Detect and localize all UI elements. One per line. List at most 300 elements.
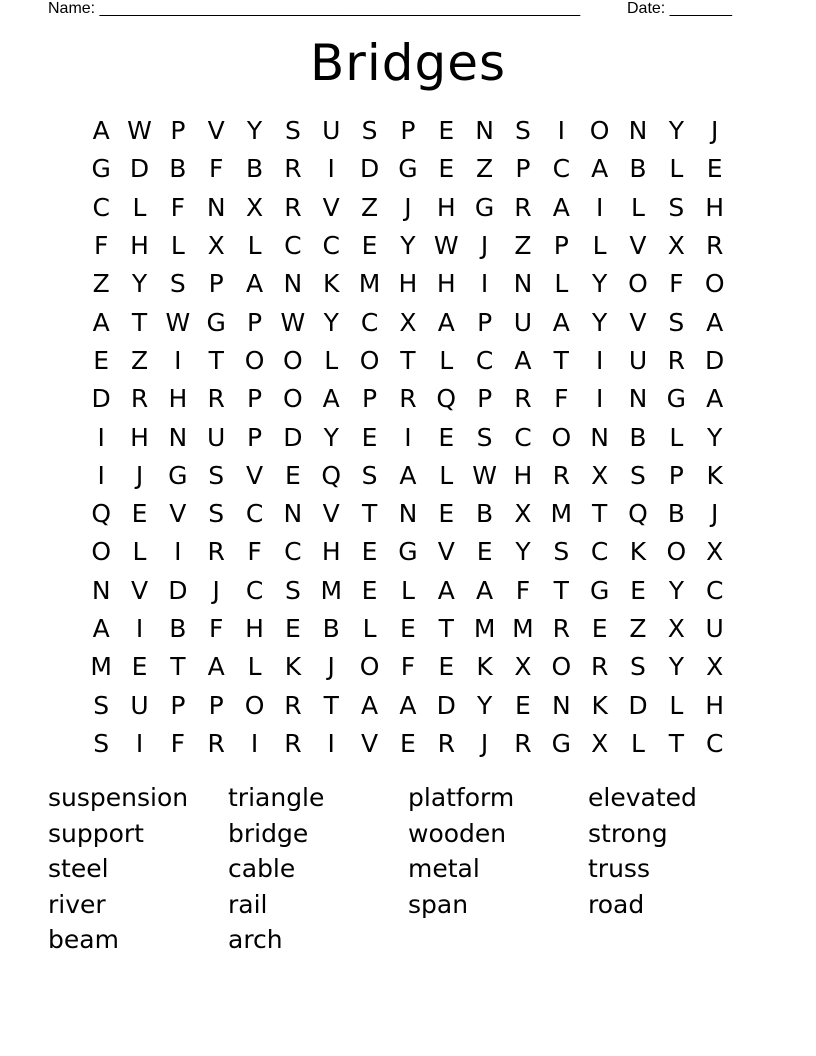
grid-letter: R (590, 652, 609, 682)
grid-letter: Z (361, 192, 379, 222)
grid-letter: H (321, 537, 341, 567)
grid-letter: F (554, 384, 569, 414)
grid-letter: H (168, 384, 188, 414)
grid-letter: C (514, 422, 532, 452)
grid-letter: K (323, 269, 340, 299)
grid-letter: P (170, 690, 186, 720)
grid-letter: S (361, 460, 378, 490)
grid-letter: G (91, 154, 111, 184)
grid-letter: P (553, 231, 569, 261)
grid-letter: F (247, 537, 262, 567)
grid-letter: J (404, 192, 412, 222)
grid-row (82, 648, 734, 686)
grid-letter: W (433, 231, 459, 261)
grid-letter: U (513, 307, 533, 337)
grid-letter: P (400, 116, 416, 146)
grid-letter: E (361, 231, 378, 261)
grid-letter: L (592, 231, 607, 261)
grid-letter: P (477, 384, 493, 414)
grid-letter: W (280, 307, 306, 337)
grid-letter: D (436, 690, 456, 720)
grid-letter: H (705, 690, 725, 720)
grid-letter: E (284, 460, 301, 490)
grid-letter: N (283, 499, 303, 529)
grid-letter: C (245, 575, 264, 605)
grid-letter: V (245, 460, 264, 490)
grid-row (82, 265, 734, 303)
grid-letter: K (706, 460, 723, 490)
word-list-item: metal (408, 854, 480, 883)
grid-letter: L (631, 728, 645, 758)
grid-letter: A (514, 345, 532, 375)
word-list-item: triangle (228, 783, 325, 812)
grid-letter: E (476, 537, 493, 567)
grid-letter: P (477, 307, 493, 337)
word-list-item: suspension (48, 783, 189, 812)
grid-letter: P (208, 690, 224, 720)
grid-letter: Z (514, 231, 532, 261)
grid-letter: B (667, 499, 685, 529)
grid-letter: X (399, 307, 417, 337)
grid-letter: A (361, 690, 379, 720)
grid-letter: X (591, 460, 609, 490)
grid-letter: A (92, 614, 110, 643)
grid-letter: R (667, 345, 686, 375)
grid-letter: U (207, 422, 226, 452)
grid-letter: A (437, 307, 455, 337)
grid-letter: S (284, 116, 301, 146)
grid-letter: Z (92, 269, 110, 299)
grid-letter: H (398, 269, 418, 299)
grid-letter: R (284, 154, 302, 184)
grid-letter: I (135, 728, 144, 758)
grid-letter: Y (707, 422, 723, 452)
grid-letter: F (93, 231, 109, 261)
grid-letter: F (515, 575, 531, 605)
grid-letter: R (284, 690, 302, 720)
word-list-item: beam (48, 925, 119, 954)
grid-letter: L (247, 231, 262, 261)
grid-letter: K (476, 652, 493, 682)
header (48, 0, 748, 20)
grid-letter: R (437, 728, 455, 758)
grid-letter: L (669, 154, 684, 184)
grid-letter: B (169, 614, 187, 643)
grid-letter: E (93, 345, 110, 375)
grid-letter: E (706, 154, 723, 184)
word-list-item: strong (588, 818, 668, 848)
word-list-item: road (588, 889, 645, 919)
grid-letter: K (629, 537, 647, 567)
grid-letter: T (170, 652, 186, 682)
grid-letter: C (284, 537, 302, 567)
grid-letter: T (438, 614, 454, 643)
grid-letter: D (168, 575, 188, 605)
grid-letter: O (359, 345, 380, 375)
grid-letter: Y (246, 116, 263, 146)
grid-letter: N (590, 422, 609, 452)
word-list-item: wooden (408, 818, 507, 848)
grid-letter: O (628, 269, 648, 299)
grid-letter: E (630, 575, 646, 605)
grid-letter: E (515, 690, 531, 720)
grid-letter: R (705, 231, 724, 261)
grid-row (82, 303, 734, 341)
grid-letter: E (131, 499, 148, 529)
grid-letter: Y (668, 652, 684, 682)
grid-letter: Z (130, 345, 149, 375)
grid-letter: V (130, 575, 149, 605)
grid-letter: Z (476, 154, 494, 184)
grid-letter: N (513, 269, 533, 299)
grid-letter: G (474, 192, 495, 222)
grid-letter: R (514, 384, 532, 414)
grid-row (82, 610, 734, 648)
grid-letter: I (595, 384, 604, 414)
grid-letter: S (208, 460, 225, 490)
grid-letter: T (323, 690, 339, 720)
grid-letter: Q (628, 499, 648, 529)
grid-letter: P (247, 307, 263, 337)
grid-letter: S (169, 269, 186, 299)
grid-letter: R (399, 384, 417, 414)
grid-row (82, 227, 734, 265)
grid-letter: O (551, 652, 572, 682)
grid-letter: N (628, 116, 648, 146)
grid-letter: F (170, 728, 186, 758)
grid-letter: R (284, 192, 302, 222)
grid-letter: O (244, 690, 265, 720)
grid-letter: S (93, 690, 110, 720)
grid-letter: Z (629, 614, 647, 643)
grid-letter: J (135, 460, 144, 490)
grid-letter: L (170, 231, 185, 261)
grid-letter: X (514, 652, 532, 682)
word-list-item: span (408, 889, 469, 919)
grid-letter: E (438, 422, 455, 452)
grid-row (82, 495, 734, 533)
grid-letter: S (284, 575, 301, 605)
grid-letter: M (90, 652, 112, 682)
grid-letter: F (170, 192, 186, 222)
grid-letter: O (283, 384, 303, 414)
word-list-item: arch (228, 925, 283, 954)
grid-letter: A (399, 690, 417, 720)
grid-letter: F (400, 652, 416, 682)
grid-letter: F (669, 269, 684, 299)
grid-letter: E (361, 537, 378, 567)
grid-letter: X (207, 231, 225, 261)
grid-letter: C (245, 499, 264, 529)
grid-letter: V (169, 499, 187, 529)
grid-letter: S (630, 460, 646, 490)
grid-letter: S (630, 652, 646, 682)
grid-letter: J (710, 116, 719, 146)
grid-letter: O (91, 537, 112, 567)
grid-letter: T (553, 575, 569, 605)
grid-letter: E (400, 728, 416, 758)
grid-letter: Y (476, 690, 493, 720)
grid-letter: A (552, 307, 570, 337)
grid-letter: A (92, 116, 110, 146)
grid-letter: E (131, 652, 148, 682)
grid-letter: N (475, 116, 494, 146)
grid-letter: B (169, 154, 187, 184)
grid-letter: O (704, 269, 725, 299)
grid-letter: D (359, 154, 380, 184)
word-list-item: elevated (588, 783, 697, 812)
grid-letter: P (170, 116, 186, 146)
word-list-item: rail (228, 889, 268, 919)
grid-letter: J (212, 575, 220, 605)
grid-letter: K (591, 690, 608, 720)
grid-letter: L (439, 460, 454, 490)
grid-row (82, 725, 734, 763)
grid-letter: T (553, 345, 569, 375)
grid-row (82, 112, 734, 150)
grid-letter: E (284, 614, 301, 643)
grid-letter: I (135, 614, 144, 643)
grid-letter: Q (91, 499, 112, 529)
date-field: Date: _______ (627, 0, 732, 17)
grid-letter: W (165, 307, 191, 337)
grid-letter: R (552, 614, 570, 643)
grid-letter: C (552, 154, 571, 184)
grid-letter: S (668, 307, 685, 337)
grid-row (82, 457, 734, 495)
grid-letter: B (629, 154, 647, 184)
grid-letter: M (320, 575, 343, 605)
grid-letter: R (130, 384, 149, 414)
grid-letter: O (551, 422, 572, 452)
word-list-item: river (48, 889, 106, 919)
grid-letter: S (668, 192, 685, 222)
grid-letter: N (628, 384, 648, 414)
word-list-item: truss (588, 854, 650, 883)
grid-letter: Y (515, 537, 531, 567)
grid-letter: T (361, 499, 378, 529)
grid-letter: V (207, 116, 225, 146)
grid-letter: M (512, 614, 534, 643)
grid-letter: Y (400, 231, 416, 261)
grid-letter: U (322, 116, 341, 146)
grid-letter: N (283, 269, 303, 299)
grid-letter: X (591, 728, 609, 758)
grid-letter: R (207, 537, 225, 567)
grid-letter: I (595, 345, 604, 375)
grid-letter: S (553, 537, 570, 567)
grid-letter: O (283, 345, 303, 375)
grid-letter: I (174, 537, 182, 567)
grid-letter: E (400, 614, 416, 643)
grid-letter: D (628, 690, 648, 720)
grid-letter: S (208, 499, 225, 529)
grid-letter: H (513, 460, 533, 490)
grid-letter: Y (323, 422, 339, 452)
grid-letter: G (666, 384, 687, 414)
grid-letter: Y (668, 116, 684, 146)
grid-row (82, 342, 734, 380)
grid-letter: I (250, 728, 259, 758)
grid-letter: V (629, 231, 647, 261)
grid-letter: X (667, 231, 685, 261)
grid-letter: T (131, 307, 148, 337)
grid-letter: H (130, 422, 149, 452)
grid-letter: T (400, 345, 416, 375)
grid-letter: H (130, 231, 149, 261)
grid-letter: S (93, 728, 110, 758)
grid-letter: C (284, 231, 302, 261)
grid-letter: G (398, 154, 418, 184)
grid-letter: V (322, 499, 340, 529)
grid-letter: C (92, 192, 110, 222)
grid-letter: O (589, 116, 610, 146)
grid-letter: U (628, 345, 648, 375)
grid-letter: H (705, 192, 725, 222)
grid-letter: D (283, 422, 303, 452)
grid-letter: E (438, 116, 455, 146)
grid-letter: V (629, 307, 647, 337)
grid-letter: C (322, 231, 340, 261)
grid-row (82, 380, 734, 418)
grid-letter: C (475, 345, 494, 375)
grid-letter: N (398, 499, 418, 529)
grid-letter: X (245, 192, 264, 222)
word-list-item: cable (228, 854, 296, 883)
grid-letter: R (514, 192, 532, 222)
grid-letter: H (436, 269, 456, 299)
word-list-item: support (48, 818, 144, 848)
grid-letter: L (554, 269, 569, 299)
grid-letter: H (436, 192, 456, 222)
grid-letter: I (327, 154, 335, 184)
grid-letter: E (438, 154, 455, 184)
grid-letter: I (174, 345, 182, 375)
grid-letter: R (552, 460, 570, 490)
grid-letter: A (437, 575, 455, 605)
grid-letter: P (515, 154, 531, 184)
grid-letter: S (476, 422, 493, 452)
grid-letter: G (551, 728, 571, 758)
grid-row (82, 533, 734, 571)
grid-letter: C (590, 537, 609, 567)
grid-row (82, 572, 734, 610)
grid-letter: X (667, 614, 685, 643)
grid-letter: X (514, 499, 532, 529)
grid-letter: Y (592, 269, 608, 299)
grid-letter: A (591, 154, 609, 184)
grid-letter: G (398, 537, 418, 567)
grid-letter: L (324, 345, 339, 375)
grid-letter: L (439, 345, 454, 375)
grid-letter: A (322, 384, 340, 414)
grid-letter: I (327, 728, 335, 758)
grid-letter: E (438, 499, 455, 529)
grid-letter: R (514, 728, 532, 758)
grid-letter: D (91, 384, 111, 414)
grid-letter: Q (436, 384, 457, 414)
grid-letter: M (550, 499, 573, 529)
grid-letter: R (284, 728, 302, 758)
grid-letter: P (208, 269, 224, 299)
grid-letter: V (361, 728, 379, 758)
word-list-item: bridge (228, 818, 309, 848)
grid-letter: P (362, 384, 378, 414)
grid-letter: X (706, 652, 724, 682)
grid-letter: J (710, 499, 719, 529)
grid-letter: T (668, 728, 684, 758)
grid-letter: D (129, 154, 150, 184)
grid-letter: W (472, 460, 497, 490)
grid-letter: P (247, 422, 263, 452)
grid-letter: B (245, 154, 264, 184)
grid-letter: A (706, 307, 724, 337)
grid-letter: R (207, 384, 225, 414)
grid-letter: L (132, 537, 147, 567)
page-title: Bridges (309, 34, 507, 92)
grid-letter: Y (668, 575, 684, 605)
grid-letter: D (705, 345, 725, 375)
word-list-item: platform (408, 783, 515, 812)
grid-letter: L (669, 422, 684, 452)
grid-letter: A (245, 269, 264, 299)
grid-letter: M (358, 269, 381, 299)
grid-letter: C (360, 307, 379, 337)
grid-letter: I (557, 116, 565, 146)
grid-letter: A (476, 575, 494, 605)
grid-letter: E (361, 422, 378, 452)
grid-letter: N (551, 690, 571, 720)
grid-letter: O (666, 537, 687, 567)
grid-letter: N (168, 422, 188, 452)
grid-letter: U (705, 614, 724, 643)
grid-letter: N (206, 192, 226, 222)
grid-letter: G (168, 460, 188, 490)
grid-letter: I (480, 269, 489, 299)
grid-letter: J (480, 728, 489, 758)
grid-letter: A (552, 192, 570, 222)
grid-letter: O (359, 652, 380, 682)
grid-letter: S (515, 116, 531, 146)
grid-letter: G (589, 575, 610, 605)
grid-letter: O (244, 345, 265, 375)
grid-letter: A (207, 652, 225, 682)
grid-letter: P (668, 460, 684, 490)
grid-letter: I (97, 422, 105, 452)
grid-letter: I (97, 460, 105, 490)
grid-letter: S (361, 116, 378, 146)
grid-letter: R (207, 728, 225, 758)
grid-letter: P (247, 384, 263, 414)
grid-letter: V (437, 537, 455, 567)
grid-letter: M (473, 614, 496, 643)
grid-letter: F (209, 154, 224, 184)
grid-letter: A (706, 384, 724, 414)
grid-letter: U (130, 690, 149, 720)
grid-letter: L (247, 652, 262, 682)
grid-letter: K (284, 652, 302, 682)
grid-letter: L (669, 690, 684, 720)
grid-letter: F (209, 614, 224, 643)
name-field: Name: ______________________________________________________ (48, 0, 581, 17)
grid-letter: E (361, 575, 378, 605)
grid-row (82, 150, 734, 188)
grid-letter: V (322, 192, 340, 222)
grid-letter: B (629, 422, 647, 452)
word-list-item: steel (48, 854, 109, 883)
grid-letter: T (592, 499, 608, 529)
grid-row (82, 686, 734, 724)
